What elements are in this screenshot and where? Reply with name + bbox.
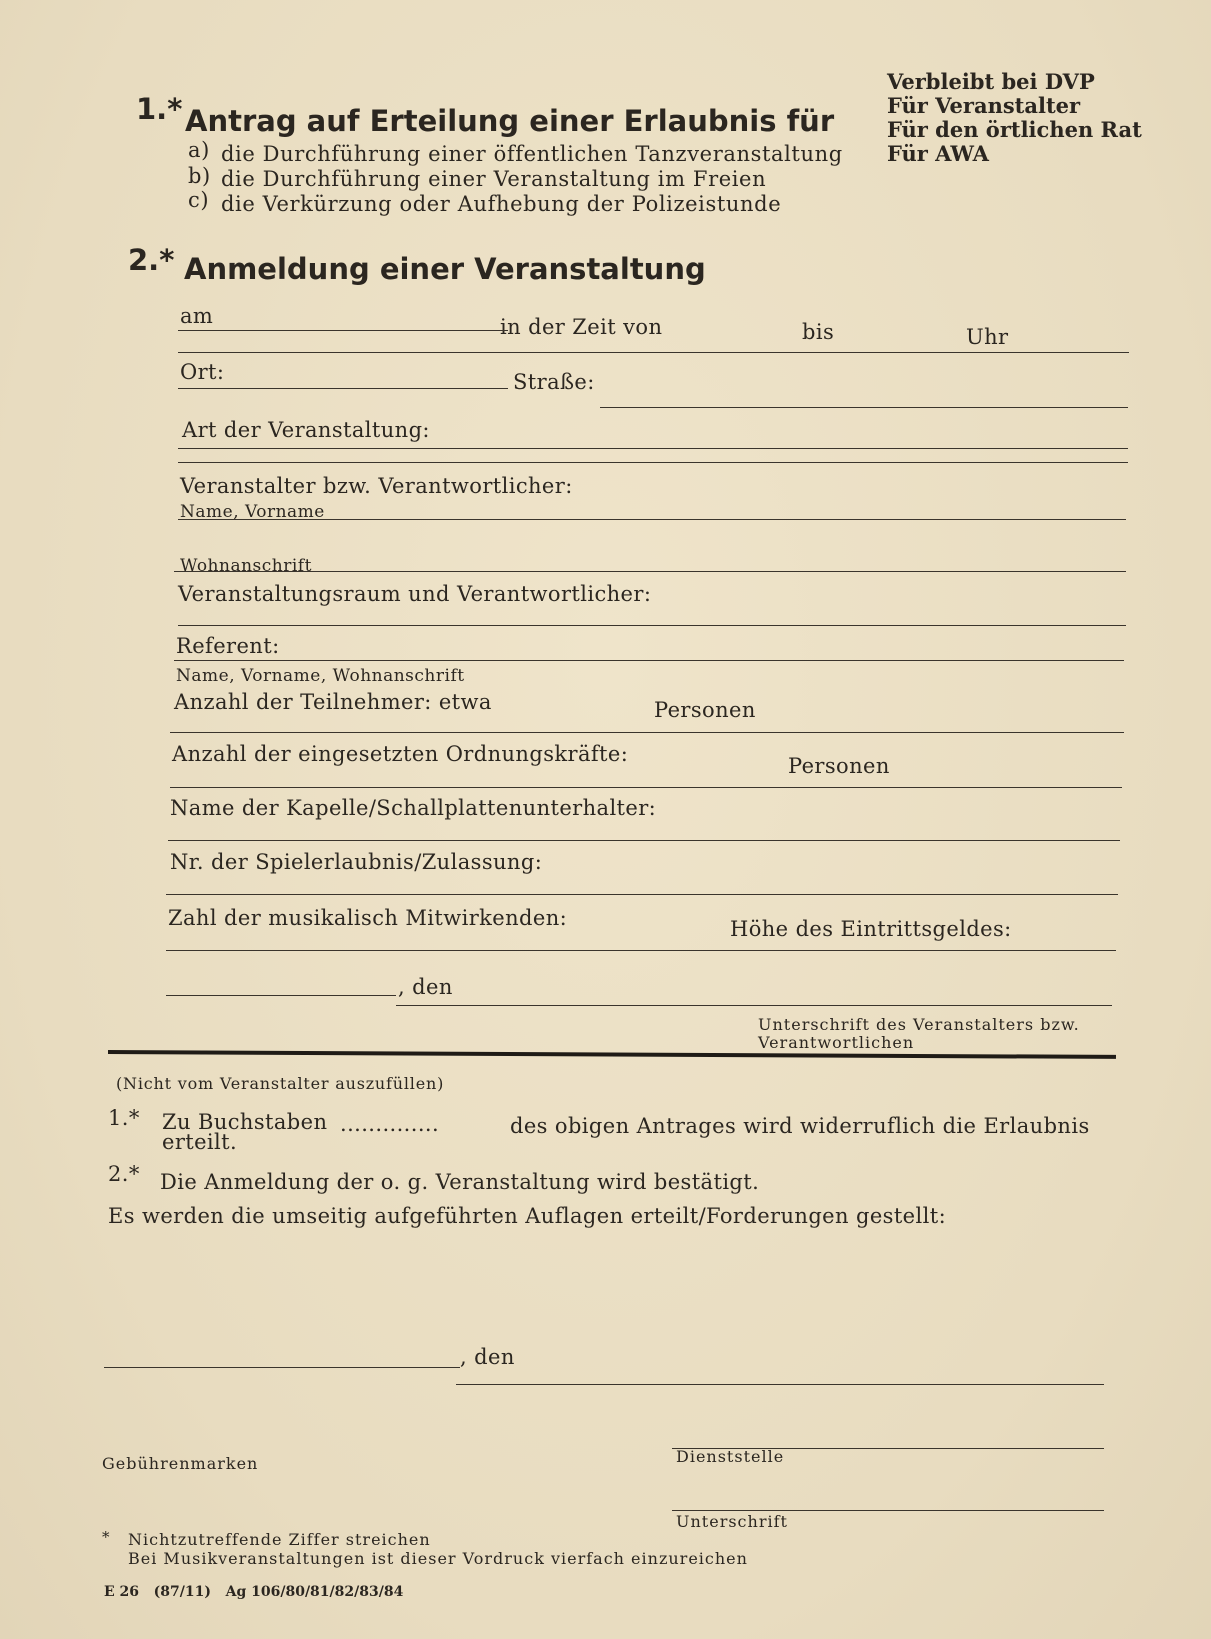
label-wohnanschrift: Wohnanschrift [180,556,312,576]
option-key-c: c) [188,188,210,212]
label-ordnungskraefte: Anzahl der eingesetzten Ordnungskräfte: [172,742,629,766]
option-text-b: die Durchführung einer Veranstaltung im Freien [221,167,767,191]
label-eintritt: Höhe des Eintrittsgeldes: [730,917,1012,941]
label-name-vorname-wohnanschrift: Name, Vorname, Wohnanschrift [176,666,465,686]
field-line-art[interactable] [178,448,1128,449]
distribution-item: Für Veranstalter [887,93,1081,118]
field-line-wohnanschrift[interactable] [174,571,1126,572]
form-code: E 26 (87/11) Ag 106/80/81/82/83/84 [104,1584,404,1600]
label-raum: Veranstaltungsraum und Verantwortlicher: [178,582,652,606]
footnote-2: Bei Musikveranstaltungen ist dieser Vordruck vierfach einzureichen [128,1549,748,1568]
distribution-item: Verbleibt bei DVP [887,69,1095,94]
footnote-1: Nichtzutreffende Ziffer streichen [128,1530,431,1549]
label-referent: Referent: [176,634,280,658]
field-line-raum[interactable] [178,625,1126,626]
label-kapelle: Name der Kapelle/Schallplattenunterhalter: [170,796,657,820]
label-personen-2: Personen [788,754,890,778]
section1-title: Antrag auf Erteilung einer Erlaubnis für [185,104,835,138]
field-line-ordnungskraefte[interactable] [170,787,1122,788]
label-den-2: , den [460,1345,515,1369]
field-line-referent[interactable] [174,660,1124,661]
field-line-veranstalter-name[interactable] [178,519,1126,520]
distribution-item: Für AWA [887,141,989,166]
label-ort: Ort: [180,360,225,384]
label-zeit-von: in der Zeit von [500,315,663,339]
office-item1-number: 1.* [108,1106,140,1130]
label-den-1: , den [398,975,453,999]
field-line-art-2[interactable] [178,462,1128,463]
field-line-date[interactable] [178,330,508,331]
label-unterschrift-veranstalter-2: Verantwortlichen [758,1033,915,1052]
section1-number: 1.* [136,92,183,126]
office-note: (Nicht vom Veranstalter auszufüllen) [116,1074,445,1093]
label-teilnehmer: Anzahl der Teilnehmer: etwa [174,690,492,714]
section2-title: Anmeldung einer Veranstaltung [184,252,706,286]
label-gebuehrenmarken: Gebührenmarken [102,1454,259,1473]
field-line-teilnehmer[interactable] [170,732,1124,733]
field-line-office-ort-datum[interactable] [104,1367,460,1368]
option-key-b: b) [188,164,211,188]
field-line-time[interactable] [178,352,1129,353]
label-strasse: Straße: [513,370,595,394]
option-text-a: die Durchführung einer öffentlichen Tanzveranstaltung [221,142,843,166]
field-line-spielerlaubnis[interactable] [166,894,1118,895]
label-unterschrift-veranstalter-1: Unterschrift des Veranstalters bzw. [758,1015,1080,1034]
label-bis: bis [802,320,835,344]
label-personen-1: Personen [654,698,756,722]
field-line-unterschrift-veranstalter[interactable] [396,1005,1112,1006]
office-item1-dots: .............. [340,1112,440,1136]
label-am: am [180,304,214,328]
label-unterschrift: Unterschrift [676,1512,788,1531]
label-uhr: Uhr [966,325,1009,349]
field-line-ort-datum[interactable] [166,995,396,996]
option-key-a: a) [188,138,210,162]
office-auflagen: Es werden die umseitig aufgeführten Auflagen erteilt/Forderungen gestellt: [108,1204,947,1228]
office-item1-text-a: Zu Buchstaben [162,1110,328,1134]
field-line-kapelle[interactable] [168,840,1120,841]
label-mitwirkende: Zahl der musikalisch Mitwirkenden: [168,906,568,930]
field-line-mitwirkende[interactable] [166,950,1116,951]
footnote-star: * [102,1528,110,1546]
label-veranstalter: Veranstalter bzw. Verantwortlicher: [180,474,573,498]
label-art: Art der Veranstaltung: [182,418,430,442]
distribution-item: Für den örtlichen Rat [887,117,1142,142]
field-line-ort[interactable] [178,388,508,389]
section2-number: 2.* [128,243,175,277]
label-dienststelle: Dienststelle [676,1447,785,1466]
field-line-strasse[interactable] [600,407,1128,408]
office-item2-text: Die Anmeldung der o. g. Veranstaltung wird bestätigt. [160,1170,760,1194]
field-line-office-date[interactable] [456,1384,1104,1385]
label-spielerlaubnis: Nr. der Spielerlaubnis/Zulassung: [170,850,543,874]
distribution-list [887,70,1142,166]
office-item2-number: 2.* [108,1162,140,1186]
option-text-c: die Verkürzung oder Aufhebung der Polizeistunde [221,192,782,216]
office-item1-text-c: erteilt. [162,1130,238,1154]
office-item1-text-b: des obigen Antrages wird widerruflich die Erlaubnis [510,1114,1090,1138]
separator-line [108,1050,1116,1059]
field-line-unterschrift[interactable] [672,1510,1104,1511]
label-name-vorname: Name, Vorname [180,502,325,522]
